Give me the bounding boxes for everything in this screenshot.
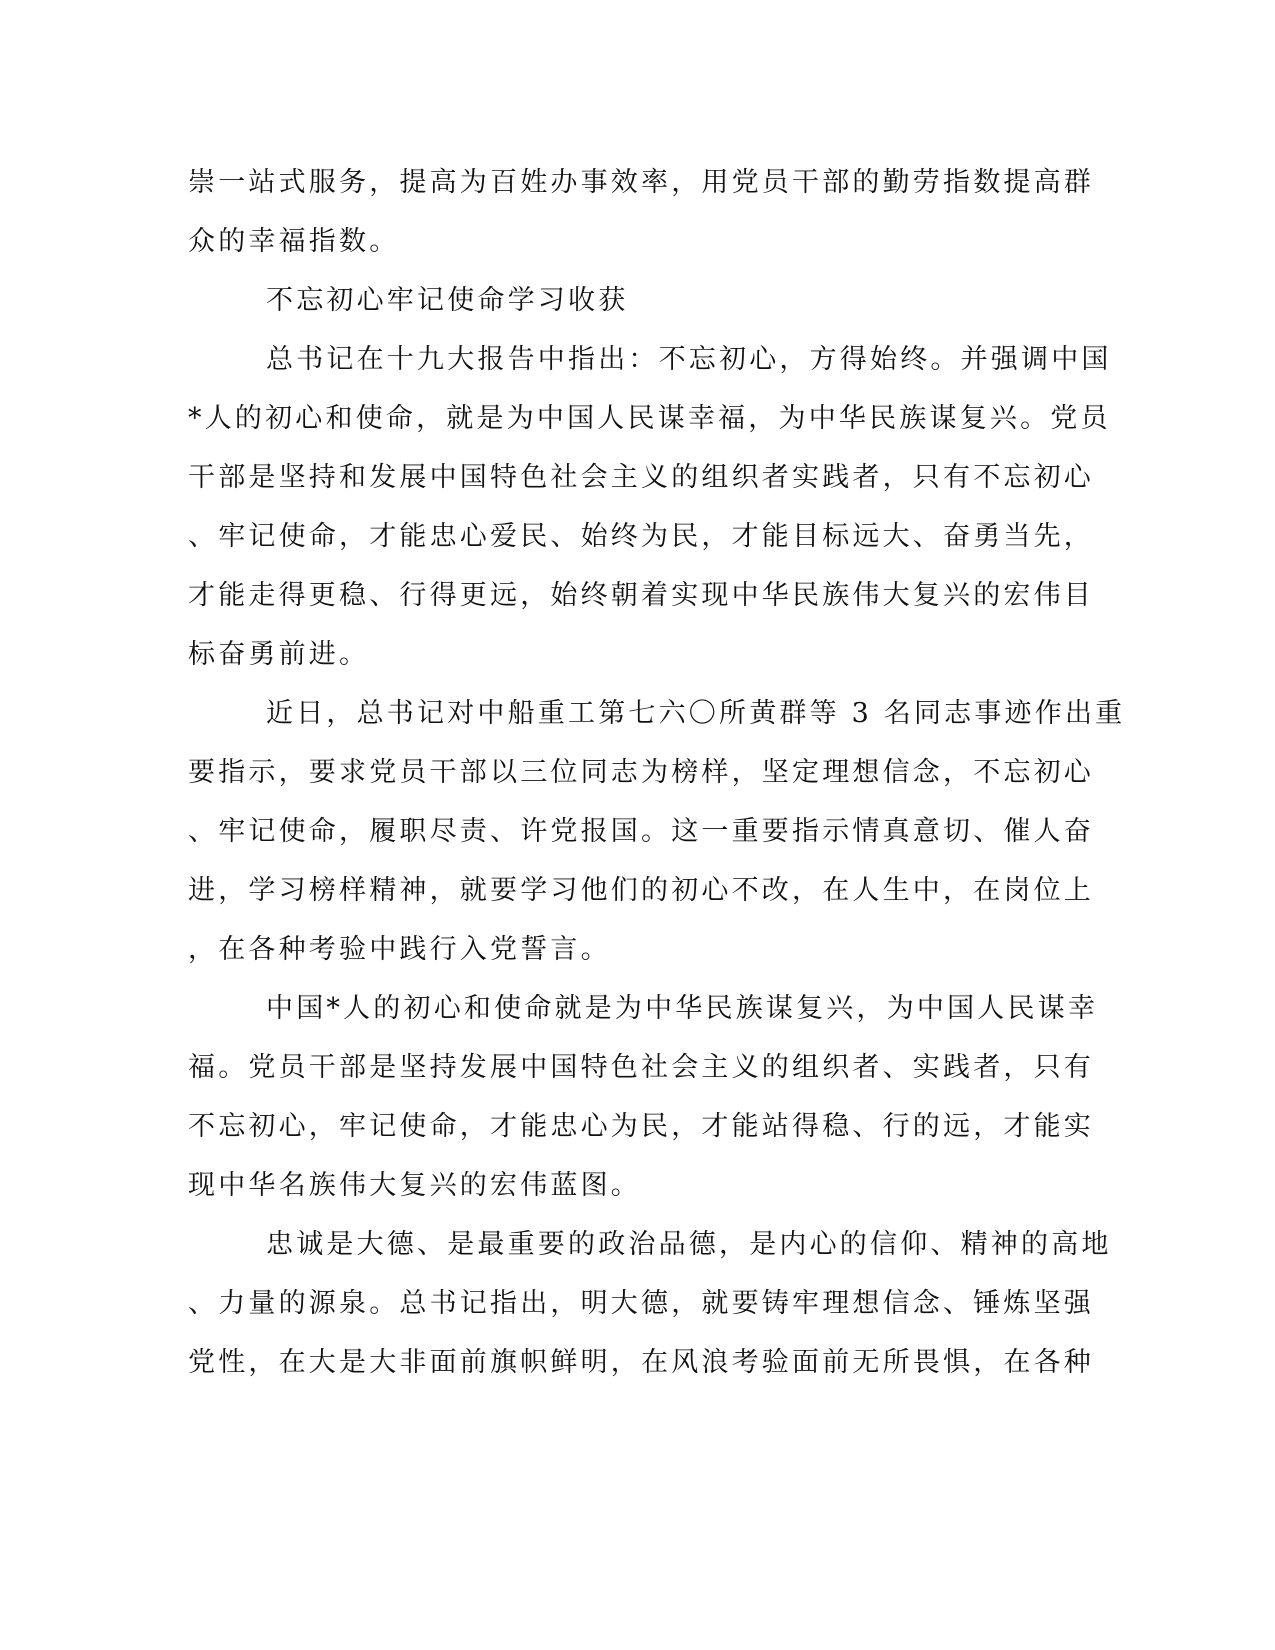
text-line: 总书记在十九大报告中指出：不忘初心，方得始终。并强调中国 [266,344,1112,375]
section-title: 不忘初心牢记使命学习收获 [266,285,629,316]
text-line: ，在各种考验中践行入党誓言。 [188,934,611,965]
text-line: 中国*人的初心和使命就是为中华民族谋复兴，为中国人民谋幸 [266,993,1099,1024]
text-line: 要指示，要求党员干部以三位同志为榜样，坚定理想信念，不忘初心 [188,757,1094,788]
text-line: 党性，在大是大非面前旗帜鲜明，在风浪考验面前无所畏惧，在各种 [188,1347,1094,1378]
text-line: *人的初心和使命，就是为中国人民谋幸福，为中华民族谋复兴。党员 [188,403,1111,434]
text-line: 才能走得更稳、行得更远，始终朝着实现中华民族伟大复兴的宏伟目 [188,580,1094,611]
text-line: 不忘初心，牢记使命，才能忠心为民，才能站得稳、行的远，才能实 [188,1111,1094,1142]
text-line: 干部是坚持和发展中国特色社会主义的组织者实践者，只有不忘初心 [188,462,1094,493]
text-line: 标奋勇前进。 [188,639,370,670]
text-line: 、力量的源泉。总书记指出，明大德，就要铸牢理想信念、锤炼坚强 [188,1288,1094,1319]
text-line: 、牢记使命，才能忠心爱民、始终为民，才能目标远大、奋勇当先， [188,521,1094,552]
text-line: 众的幸福指数。 [188,226,400,257]
text-line: 近日，总书记对中船重工第七六〇所黄群等 3 名同志事迹作出重 [266,698,1126,729]
text-line: 福。党员干部是坚持发展中国特色社会主义的组织者、实践者，只有 [188,1052,1094,1083]
text-line: 、牢记使命，履职尽责、许党报国。这一重要指示情真意切、催人奋 [188,816,1094,847]
text-line: 忠诚是大德、是最重要的政治品德，是内心的信仰、精神的高地 [266,1229,1112,1260]
text-line: 进，学习榜样精神，就要学习他们的初心不改，在人生中，在岗位上 [188,875,1094,906]
text-line: 崇一站式服务，提高为百姓办事效率，用党员干部的勤劳指数提高群 [188,167,1094,198]
text-line: 现中华名族伟大复兴的宏伟蓝图。 [188,1170,641,1201]
